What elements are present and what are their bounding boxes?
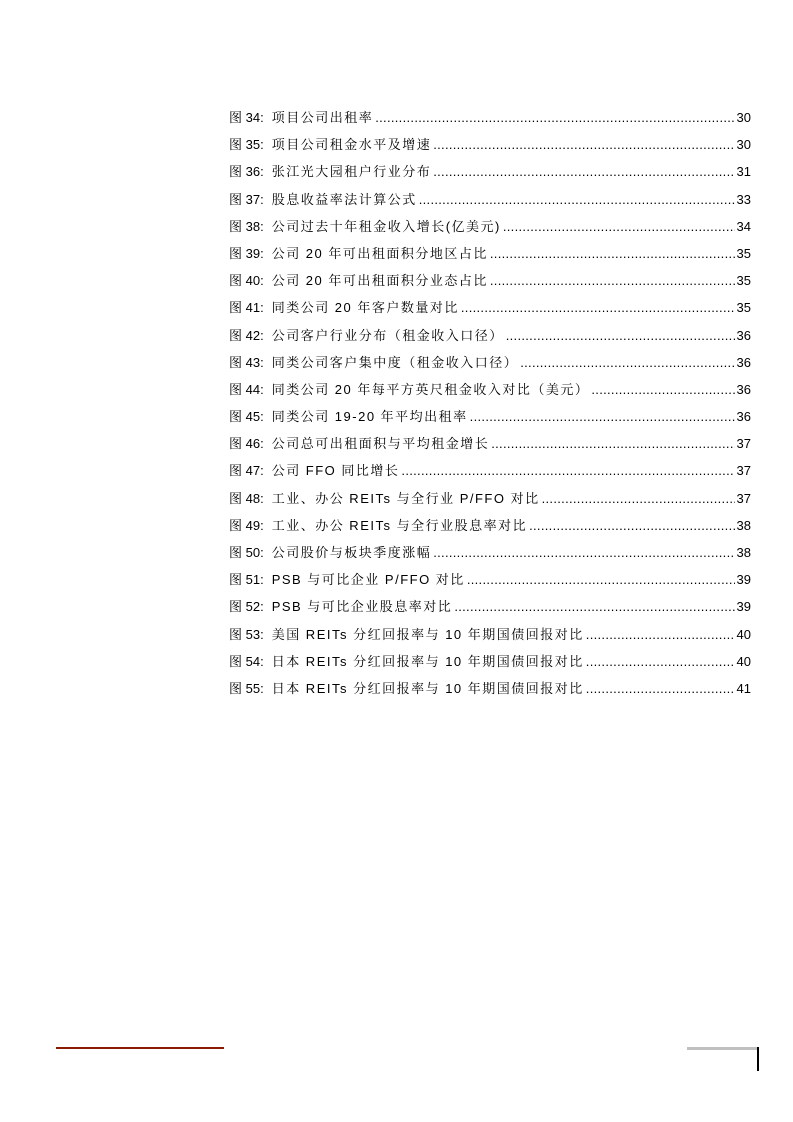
dot-leader [586, 654, 735, 669]
figure-title: 美国 REITs 分红回报率与 10 年期国债回报对比 [271, 626, 584, 642]
toc-entry[interactable] [229, 460, 751, 487]
figure-number: 图 45: [229, 409, 264, 425]
figure-number: 图 35: [229, 137, 264, 153]
figure-title: 公司 20 年可出租面积分业态占比 [271, 273, 488, 289]
page-number: 31 [736, 164, 751, 180]
figure-title: 工业、办公 REITs 与全行业 P/FFO 对比 [271, 490, 540, 506]
toc-entry[interactable] [229, 542, 751, 569]
figure-title: 同类公司 19-20 年平均出租率 [271, 409, 468, 425]
dot-leader [542, 491, 735, 506]
page-number: 37 [736, 436, 751, 452]
page-number: 41 [736, 680, 751, 696]
footer-red-rule [56, 1047, 224, 1049]
toc-entry[interactable] [229, 651, 751, 678]
figure-title: 工业、办公 REITs 与全行业股息率对比 [271, 517, 528, 533]
figure-title: 日本 REITs 分红回报率与 10 年期国债回报对比 [271, 680, 584, 696]
figure-title: 张江光大园租户行业分布 [271, 164, 432, 180]
page-number: 37 [736, 463, 751, 479]
figure-title: 同类公司客户集中度（租金收入口径） [271, 354, 519, 370]
figure-number: 图 38: [229, 218, 264, 234]
figure-title: 日本 REITs 分红回报率与 10 年期国债回报对比 [271, 653, 584, 669]
toc-entry[interactable] [229, 352, 751, 379]
page-number: 36 [736, 327, 751, 343]
toc-entry[interactable] [229, 243, 751, 270]
toc-entry[interactable] [229, 406, 751, 433]
figure-table-of-contents [229, 107, 751, 705]
dot-leader [491, 436, 734, 451]
figure-number: 图 50: [229, 545, 264, 560]
figure-number: 图 46: [229, 436, 264, 452]
footer-page-marker [757, 1047, 759, 1071]
figure-number: 图 53: [229, 626, 264, 642]
page-number: 39 [736, 572, 751, 588]
page-number: 36 [736, 354, 751, 370]
figure-number: 图 52: [229, 599, 264, 615]
figure-title: 公司过去十年租金收入增长(亿美元) [271, 218, 501, 234]
toc-entry[interactable] [229, 325, 751, 352]
toc-entry[interactable] [229, 379, 751, 406]
toc-entry[interactable] [229, 569, 751, 596]
toc-entry[interactable] [229, 488, 751, 515]
figure-number: 图 37: [229, 191, 264, 207]
dot-leader [503, 219, 735, 234]
figure-number: 图 43: [229, 354, 264, 370]
figure-number: 图 44: [229, 381, 264, 397]
toc-entry[interactable] [229, 216, 751, 243]
dot-leader [490, 273, 735, 288]
figure-number: 图 51: [229, 572, 264, 588]
toc-entry[interactable] [229, 161, 751, 188]
figure-title: 项目公司租金水平及增速 [271, 137, 432, 153]
toc-entry[interactable] [229, 678, 751, 705]
toc-entry[interactable] [229, 297, 751, 324]
page-number: 30 [736, 137, 751, 153]
dot-leader [467, 572, 735, 587]
dot-leader [433, 137, 734, 152]
page-number: 40 [736, 626, 751, 642]
page-number: 34 [736, 218, 751, 234]
figure-title: 公司股价与板块季度涨幅 [271, 545, 432, 560]
dot-leader [470, 409, 735, 424]
page-number: 36 [736, 381, 751, 397]
figure-number: 图 54: [229, 653, 264, 669]
dot-leader [419, 192, 735, 207]
dot-leader [586, 681, 735, 696]
figure-number: 图 48: [229, 490, 264, 506]
dot-leader [591, 382, 734, 397]
figure-title: 同类公司 20 年客户数量对比 [271, 300, 459, 316]
figure-number: 图 41: [229, 300, 264, 316]
page-number: 38 [736, 517, 751, 533]
dot-leader [433, 545, 734, 560]
toc-entry[interactable] [229, 596, 751, 623]
figure-title: 项目公司出租率 [271, 110, 374, 125]
figure-title: 公司客户行业分布（租金收入口径） [271, 327, 504, 343]
figure-number: 图 40: [229, 273, 264, 289]
figure-title: 同类公司 20 年每平方英尺租金收入对比（美元） [271, 381, 590, 397]
toc-entry[interactable] [229, 189, 751, 216]
figure-number: 图 39: [229, 245, 264, 261]
dot-leader [520, 355, 734, 370]
toc-entry[interactable] [229, 515, 751, 542]
figure-title: PSB 与可比企业股息率对比 [271, 599, 453, 615]
dot-leader [433, 164, 734, 179]
page-number: 35 [736, 273, 751, 289]
toc-entry[interactable] [229, 270, 751, 297]
figure-title: 公司 20 年可出租面积分地区占比 [271, 245, 488, 261]
dot-leader [490, 246, 735, 261]
page-number: 33 [736, 191, 751, 207]
figure-title: 公司总可出租面积与平均租金增长 [271, 436, 490, 452]
dot-leader [375, 110, 734, 125]
dot-leader [401, 463, 734, 478]
dot-leader [461, 300, 735, 315]
page-number: 40 [736, 653, 751, 669]
figure-number: 图 36: [229, 164, 264, 180]
dot-leader [586, 627, 735, 642]
toc-entry[interactable] [229, 134, 751, 161]
page-number: 39 [736, 599, 751, 615]
figure-number: 图 55: [229, 680, 264, 696]
figure-title: PSB 与可比企业 P/FFO 对比 [271, 572, 465, 588]
figure-number: 图 47: [229, 463, 264, 479]
page-number: 30 [736, 110, 751, 125]
dot-leader [506, 328, 735, 343]
page-number: 35 [736, 245, 751, 261]
footer-gray-rule [687, 1047, 758, 1050]
toc-entry[interactable] [229, 624, 751, 651]
figure-number: 图 34: [229, 110, 264, 125]
dot-leader [454, 599, 734, 614]
toc-entry[interactable] [229, 433, 751, 460]
toc-entry[interactable] [229, 107, 751, 134]
page-number: 36 [736, 409, 751, 425]
figure-number: 图 42: [229, 327, 264, 343]
dot-leader [529, 518, 734, 533]
page-number: 35 [736, 300, 751, 316]
page-number: 37 [736, 490, 751, 506]
figure-title: 股息收益率法计算公式 [271, 191, 417, 207]
figure-title: 公司 FFO 同比增长 [271, 463, 400, 479]
figure-number: 图 49: [229, 517, 264, 533]
page-number: 38 [736, 545, 751, 560]
